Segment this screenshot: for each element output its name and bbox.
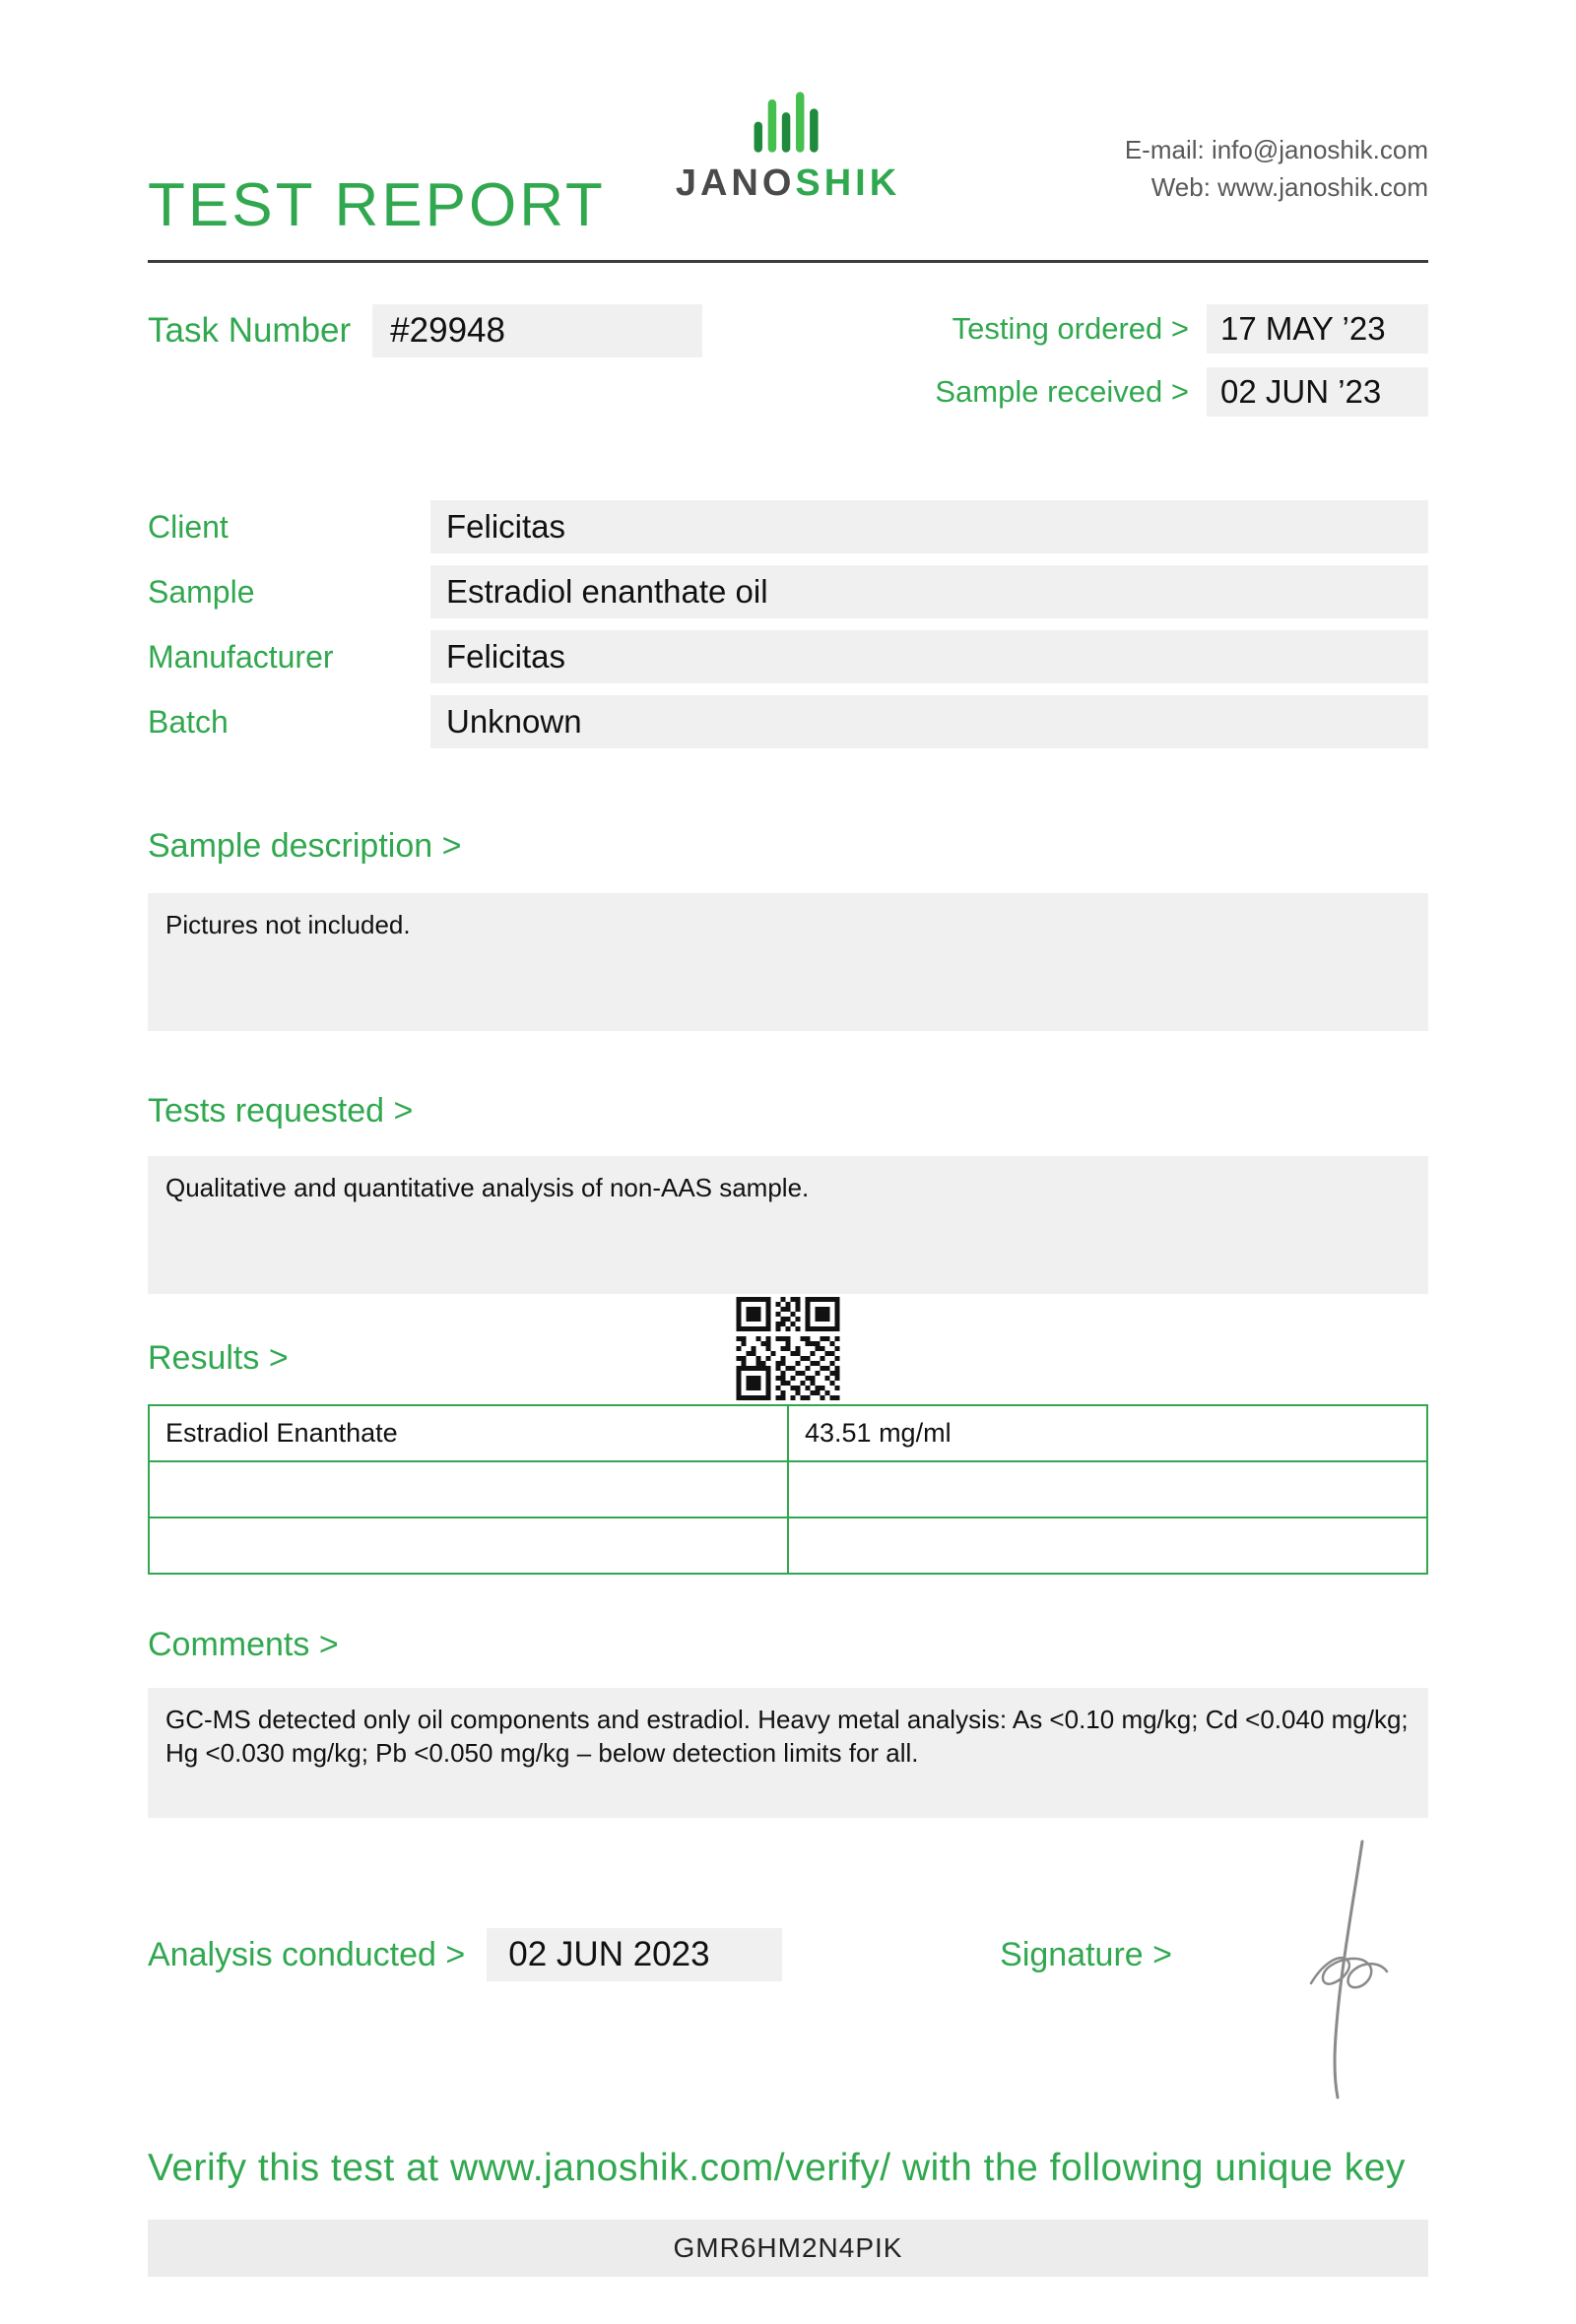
testing-ordered-value: 17 MAY ’23 [1207, 304, 1428, 354]
result-value-cell [788, 1517, 1427, 1574]
logo-shik: SHIK [795, 162, 901, 204]
batch-label: Batch [148, 703, 229, 740]
sample-description-box [148, 893, 1428, 1031]
contact-info [1125, 132, 1428, 206]
table-row [149, 1461, 1427, 1517]
client-label: Client [148, 508, 229, 545]
logo-wordmark [676, 162, 900, 205]
result-name-cell [149, 1461, 788, 1517]
page-title: TEST REPORT [148, 171, 606, 239]
signature-image [1283, 1834, 1407, 2109]
sample-description-text: Pictures not included. [165, 910, 411, 939]
result-name-cell [149, 1517, 788, 1574]
client-value: Felicitas [430, 500, 1428, 553]
tests-requested-box [148, 1156, 1428, 1294]
tests-requested-text: Qualitative and quantitative analysis of non-AAS sample. [165, 1173, 810, 1202]
verify-instruction: Verify this test at www.janoshik.com/verify/ with the following unique key [148, 2147, 1406, 2189]
detail-row-client [148, 500, 1428, 553]
results-heading: Results > [148, 1339, 289, 1377]
header-divider [148, 260, 1428, 263]
task-number-row [148, 304, 702, 357]
footer-row [148, 1928, 1428, 1981]
sample-value: Estradiol enanthate oil [430, 565, 1428, 618]
task-number-label: Task Number [148, 311, 352, 350]
janoshik-logo [676, 91, 900, 205]
table-row [149, 1405, 1427, 1461]
comments-heading: Comments > [148, 1626, 339, 1663]
analysis-conducted-label: Analysis conducted > [148, 1935, 466, 1973]
manufacturer-label: Manufacturer [148, 638, 334, 675]
testing-ordered-row [952, 304, 1428, 354]
signature-label: Signature > [1000, 1935, 1172, 1973]
analysis-conducted-row [148, 1928, 782, 1981]
web-line: Web: www.janoshik.com [1150, 171, 1428, 202]
sample-label: Sample [148, 573, 255, 610]
table-row [149, 1517, 1427, 1574]
email-line: E-mail: info@janoshik.com [1124, 135, 1428, 164]
results-table [148, 1404, 1428, 1575]
dates-block [935, 304, 1428, 417]
unique-key-box [148, 2220, 1428, 2277]
result-value-cell: 43.51 mg/ml [788, 1405, 1427, 1461]
batch-value: Unknown [430, 695, 1428, 748]
task-number-value: #29948 [372, 304, 702, 357]
testing-ordered-label: Testing ordered > [952, 311, 1189, 346]
header [148, 98, 1428, 246]
unique-key-value: GMR6HM2N4PIK [673, 2232, 903, 2263]
details-section [148, 500, 1428, 748]
result-value-cell [788, 1461, 1427, 1517]
sample-received-value: 02 JUN ’23 [1207, 367, 1428, 417]
comments-text: GC-MS detected only oil components and estradiol. Heavy metal analysis: As <0.10 mg/kg; Cd <0.040 mg/kg; Hg <0.030 mg/kg; Pb <0.050 mg/kg – below detection limits for all. [165, 1705, 1409, 1768]
logo-bars-icon [742, 91, 834, 156]
tests-requested-heading: Tests requested > [148, 1092, 414, 1130]
sample-received-label: Sample received > [935, 374, 1189, 409]
sample-description-heading: Sample description > [148, 827, 462, 865]
comments-box [148, 1688, 1428, 1818]
detail-row-manufacturer [148, 630, 1428, 683]
analysis-conducted-value: 02 JUN 2023 [487, 1928, 782, 1981]
manufacturer-value: Felicitas [430, 630, 1428, 683]
sample-received-row [935, 367, 1428, 417]
logo-jano: JANO [675, 162, 796, 204]
detail-row-batch [148, 695, 1428, 748]
results-header-row [148, 1294, 1428, 1404]
result-name-cell: Estradiol Enanthate [149, 1405, 788, 1461]
detail-row-sample [148, 565, 1428, 618]
meta-section [148, 304, 1428, 417]
qr-code [737, 1297, 840, 1400]
